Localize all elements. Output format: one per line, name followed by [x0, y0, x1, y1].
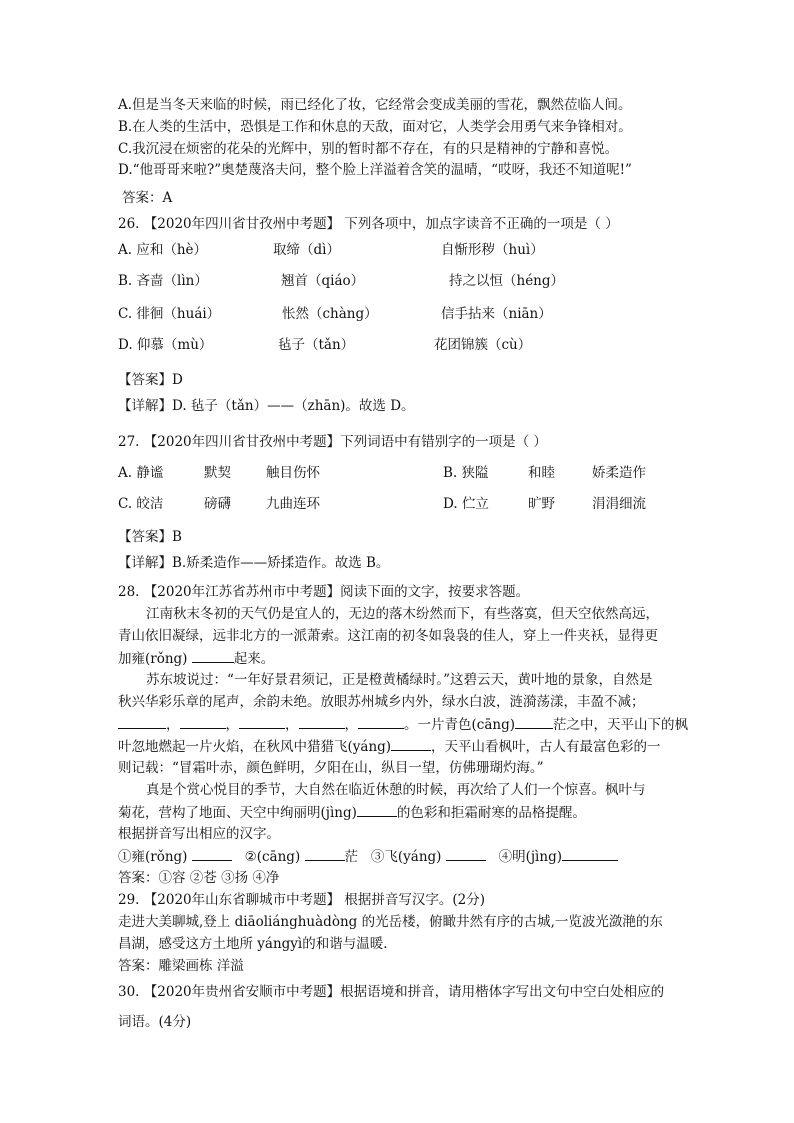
- q27-b1: B. 狭隘: [443, 465, 489, 481]
- q27-d3: 涓涓细流: [592, 496, 646, 512]
- q28-p1-line1: 江南秋末冬初的天气仍是宜人的，无边的落木纷然而下，有些落寞，但天空依然高远，: [146, 606, 659, 622]
- q28-p3-line2-pre: 菊花，营构了地面、天空中绚丽明(jìng): [118, 805, 357, 821]
- q27-a2: 默契: [204, 465, 231, 481]
- q28-p2-line3-post: 茫之中，天平山下的枫: [552, 717, 688, 733]
- q26-b1: B. 吝啬（lìn）: [118, 273, 208, 289]
- q26-b3: 持之以恒（héng）: [449, 273, 565, 289]
- q25-option-d: D.“他哥哥来啦?”奥楚蔑洛夫问，整个脸上洋溢着含笑的温晴，“哎呀，我还不知道呢!”: [118, 162, 632, 178]
- q27-d2: 旷野: [528, 496, 555, 512]
- blank-yang[interactable]: [391, 737, 431, 751]
- q27-answer: 【答案】B: [118, 529, 182, 545]
- blank-2[interactable]: [180, 715, 226, 729]
- q26-b2: 翘首（qiáo）: [281, 273, 365, 289]
- q26-d2: 毡子（tǎn）: [278, 337, 355, 353]
- q28-p1-line3-pre: 加雍(rǒng): [118, 651, 188, 667]
- q28-p2-line1: 苏东坡说过：“一年好景君须记，正是橙黄橘绿时。”这碧云天，黄叶地的景象，自然是: [146, 672, 653, 688]
- q27-detail: 【详解】B.矫柔造作——矫揉造作。故选 B。: [118, 555, 390, 571]
- blank-rong[interactable]: [192, 649, 234, 663]
- comma: ，: [225, 717, 239, 733]
- fill-4-blank[interactable]: [562, 847, 618, 861]
- q28-p2-line2: 秋兴华彩乐章的尾声，余韵未绝。放眼苏州城乡内外，绿水白波，涟漪荡漾，丰盈不减；: [118, 694, 645, 710]
- q28-p2-line4: [118, 737, 661, 756]
- fill-3-blank[interactable]: [446, 847, 486, 861]
- q25-answer: 答案：A: [122, 190, 173, 206]
- q26-title: 26. 【2020年四川省甘孜州中考题】 下列各项中，加点字读音不正确的一项是（ ）: [118, 216, 619, 232]
- q28-p2-line4-post: ，天平山看枫叶，古人有最富色彩的一: [431, 739, 661, 755]
- q26-a3: 自惭形秽（huì）: [441, 242, 544, 258]
- q27-b3: 娇柔造作: [592, 465, 646, 481]
- q25-option-c: C.我沉浸在烦密的花朵的光辉中，别的暂时都不存在，有的只是精神的宁静和喜悦。: [118, 141, 619, 157]
- blank-4[interactable]: [299, 715, 345, 729]
- q27-d1: D. 伫立: [443, 496, 489, 512]
- fill-1-label: ①雍(rǒng): [118, 849, 188, 865]
- q27-a1: A. 静谧: [118, 465, 164, 481]
- q27-a3: 触目伤怀: [266, 465, 320, 481]
- q28-p2-line4-pre: 叶忽地燃起一片火焰，在秋风中猎猎飞(yáng): [118, 739, 392, 755]
- q27-c2: 磅礴: [204, 496, 231, 512]
- q29-title: 29. 【2020年山东省聊城市中考题】 根据拼音写汉字。(2分): [118, 892, 486, 908]
- q26-answer: 【答案】D: [118, 372, 183, 388]
- q28-p2-line3: [118, 715, 688, 734]
- comma: ，: [344, 717, 358, 733]
- blank-jing[interactable]: [357, 803, 397, 817]
- q27-title: 27. 【2020年四川省甘孜州中考题】下列词语中有错别字的一项是（ ）: [118, 434, 547, 450]
- q26-c3: 信手拈来（niān）: [441, 306, 552, 322]
- q27-b2: 和睦: [528, 465, 555, 481]
- q28-p3-line1: 真是个赏心悦目的季节，大自然在临近休憩的时候，再次给了人们一个惊喜。枫叶与: [146, 782, 646, 798]
- q28-p2-line3-mid: 。一片青色(cāng): [404, 717, 515, 733]
- blank-1[interactable]: [118, 715, 166, 729]
- blank-3[interactable]: [239, 715, 285, 729]
- q26-detail: 【详解】D. 毡子（tǎn）——（zhān)。故选 D。: [118, 398, 415, 414]
- q29-line1: 走进大美聊城,登上 diāoliánghuàdòng 的光岳楼，俯瞰井然有序的古城,一览波光潋滟的东: [118, 914, 663, 930]
- q28-p1-line2: 青山依旧凝绿，远非北方的一派萧索。这江南的初冬如袅袅的佳人，穿上一件夹袄，显得更: [118, 628, 658, 644]
- fill-4-label: ④明(jìng): [498, 849, 562, 865]
- q28-fill-line: [118, 847, 618, 866]
- q27-c1: C. 皎洁: [118, 496, 164, 512]
- q30-line1: 30. 【2020年贵州省安顺市中考题】根据语境和拼音，请用楷体字写出文句中空白处相应的: [118, 984, 665, 1000]
- fill-1-blank[interactable]: [192, 847, 232, 861]
- q25-option-b: B.在人类的生活中，恐惧是工作和休息的天敌，面对它，人类学会用勇气来争锋相对。: [118, 119, 632, 135]
- q28-p3-line2: [118, 803, 586, 822]
- q25-option-a: A.但是当冬天来临的时候，雨已经化了妆，它经常会变成美丽的雪花，飘然莅临人间。: [118, 97, 632, 113]
- q26-d3: 花团锦簇（cù）: [434, 337, 532, 353]
- q28-answer: 答案：①容 ②苍 ③扬 ④净: [118, 870, 280, 886]
- q28-p1-line3: [118, 649, 274, 668]
- blank-5[interactable]: [358, 715, 404, 729]
- q28-p1-line3-post: 起来。: [233, 651, 275, 667]
- q28-p2-line5: 则记载：“冒霜叶赤，颜色鲜明，夕阳在山，纵目一望，仿佛珊瑚灼海。”: [118, 760, 544, 776]
- fill-2-suffix: 茫: [344, 849, 359, 865]
- q29-line2: 昌湖，感受这方土地所 yángyì的和谐与温暖.: [118, 936, 388, 952]
- fill-3-label: ③飞(yáng): [370, 849, 442, 865]
- q29-answer: 答案：雕梁画栋 洋溢: [118, 958, 244, 974]
- q26-a2: 取缔（dì）: [273, 242, 340, 258]
- q28-requirement: 根据拼音写出相应的汉字。: [118, 826, 280, 842]
- fill-2-label: ②(cāng): [244, 849, 301, 865]
- comma: ，: [285, 717, 299, 733]
- q28-title: 28. 【2020年江苏省苏州市中考题】阅读下面的文字，按要求答题。: [118, 584, 530, 600]
- comma: ，: [166, 717, 180, 733]
- q26-c2: 怅然（chàng）: [282, 306, 378, 322]
- q26-a1: A. 应和（hè）: [118, 242, 208, 258]
- q26-d1: D. 仰慕（mù）: [118, 337, 213, 353]
- q30-line2: 词语。(4分): [118, 1014, 192, 1030]
- q26-c1: C. 徘徊（huái）: [118, 306, 221, 322]
- q28-p3-line2-post: 的色彩和拒霜耐寒的品格提醒。: [396, 805, 586, 821]
- fill-2-blank[interactable]: [305, 847, 345, 861]
- blank-cang[interactable]: [515, 715, 553, 729]
- q27-c3: 九曲连环: [266, 496, 320, 512]
